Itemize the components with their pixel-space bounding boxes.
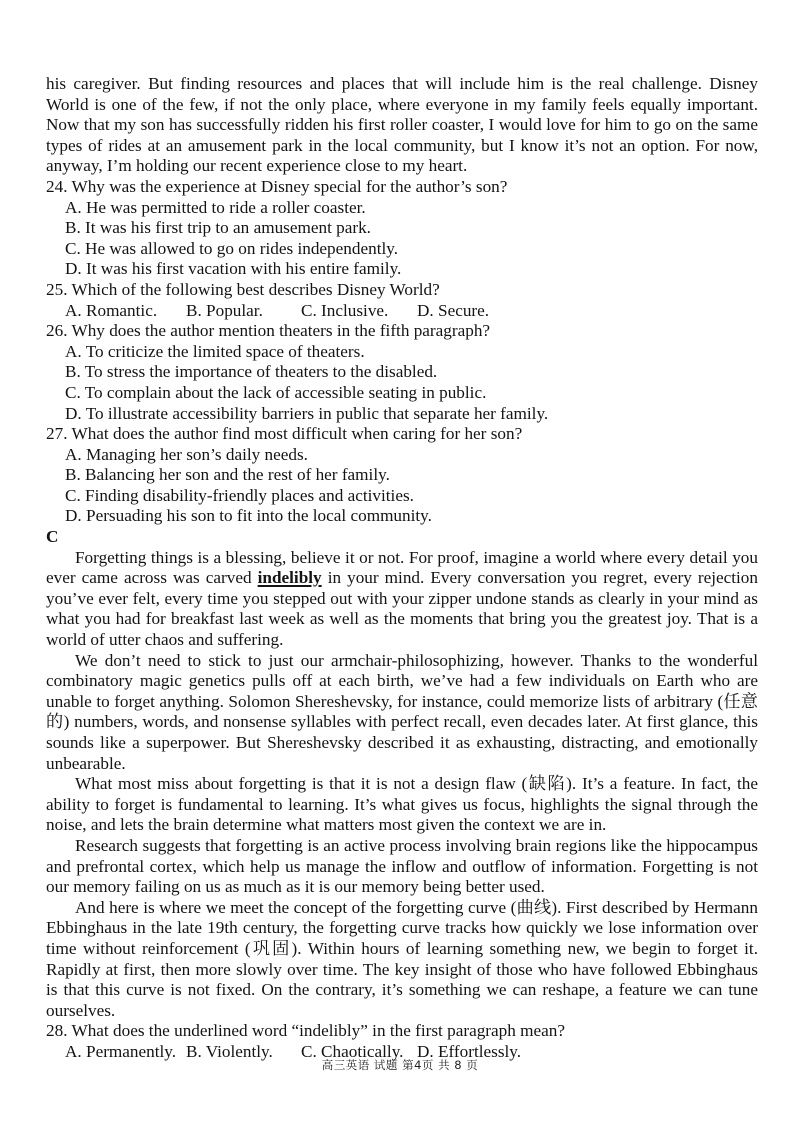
passage-c-paragraph-5: And here is where we meet the concept of the forgetting curve (曲线). First described by Hermann Ebbinghaus in the late 19th century, the forgetting curve tracks how quickly we lose information over time without reinforcement (巩固). Within hours of learning something new, we begin to forget it. Rapidly at first, then more slowly over time. The key insight of those who have followed Ebbinghaus is that this curve is not fixed. On the contrary, it’s something we can reshape, a feature we can tune ourselves. [46, 897, 758, 1020]
option-a: A. Managing her son’s daily needs. [65, 444, 308, 464]
question-stem: 27. What does the author find most difficult when caring for her son? [46, 424, 523, 444]
exam-page [46, 74, 758, 1063]
option-a: A. Permanently. [65, 1041, 177, 1061]
option-b: B. Popular. [186, 300, 263, 320]
question-24 [46, 177, 758, 280]
option-c: C. He was allowed to go on rides independently. [65, 238, 399, 258]
question-26 [46, 321, 758, 424]
option-c: C. Finding disability-friendly places and activities. [65, 485, 414, 505]
option-c: C. To complain about the lack of accessible seating in public. [65, 382, 487, 402]
option-c: C. Chaotically. [301, 1041, 404, 1061]
option-c: C. Inclusive. [301, 300, 389, 320]
passage-c-paragraph-2: We don’t need to stick to just our armchair-philosophizing, however. Thanks to the wonderful combinatory magic genetics pulls off at each birth, we’ve had a few individuals on Earth who are unable to forget anything. Solomon Shereshevsky, for instance, could memorize lists of arbitrary (任意的) numbers, words, and nonsense syllables with perfect recall, even decades later. At first glance, this sounds like a superpower. But Shereshevsky described it as exhausting, distracting, and emotionally unbearable. [46, 650, 758, 773]
option-a: A. To criticize the limited space of theaters. [65, 341, 365, 361]
section-heading: C [46, 527, 59, 547]
passage-c-paragraph-3: What most miss about forgetting is that it is not a design flaw (缺陷). It’s a feature. In fact, the ability to forget is fundamental to learning. It’s what gives us focus, highlights the signal through the noise, and lets the brain determine what matters most given the context we are in. [46, 774, 758, 835]
question-stem: 28. What does the underlined word “indelibly” in the first paragraph mean? [46, 1021, 565, 1041]
passage-c-paragraph-4: Research suggests that forgetting is an active process involving brain regions like the hippocampus and prefrontal cortex, which help us manage the inflow and outflow of information. Forgetting is not our memory failing on us as much as it is our memory being better used. [46, 835, 758, 897]
options-row [65, 301, 758, 322]
option-d: D. Secure. [417, 300, 490, 320]
question-27 [46, 424, 758, 527]
passage-c-paragraph-1: Forgetting things is a blessing, believe it or not. For proof, imagine a world where every detail you ever came across was carved indelibly in your mind. Every conversation you regret, every rejection you’ve ever felt, every time you stepped out with your zipper undone stands as clearly in your mind as what you had for breakfast last week as well as the moments that bring you the greatest joy. That is a world of utter chaos and suffering. [46, 547, 758, 650]
option-b: B. It was his first trip to an amusement park. [65, 218, 371, 238]
option-b: B. To stress the importance of theaters to the disabled. [65, 362, 438, 382]
page-footer: 高三英语 试题 第4页 共 8 页 [321, 1058, 479, 1072]
option-d: D. Persuading his son to fit into the local community. [65, 506, 432, 526]
option-d: D. Effortlessly. [417, 1041, 522, 1061]
option-a: A. He was permitted to ride a roller coaster. [65, 197, 366, 217]
question-stem: 24. Why was the experience at Disney special for the author’s son? [46, 176, 508, 196]
option-a: A. Romantic. [65, 300, 158, 320]
option-b: B. Violently. [186, 1041, 273, 1061]
passage-b-tail: his caregiver. But finding resources and places that will include him is the real challenge. Disney World is one of the few, if not the only place, where everyone in my family feels equally important. Now that my son has successfully ridden his first roller coaster, I would love for him to go on the same types of rides at an amusement park in the local community, but I know it’s not an option. For now, anyway, I’m holding our recent experience close to my heart. [46, 74, 758, 176]
question-25 [46, 280, 758, 321]
question-stem: 25. Which of the following best describes Disney World? [46, 279, 440, 299]
option-b: B. Balancing her son and the rest of her family. [65, 465, 390, 485]
option-d: D. To illustrate accessibility barriers in public that separate her family. [65, 403, 549, 423]
underlined-word: indelibly [257, 568, 322, 588]
option-d: D. It was his first vacation with his entire family. [65, 259, 402, 279]
question-stem: 26. Why does the author mention theaters in the fifth paragraph? [46, 321, 491, 341]
